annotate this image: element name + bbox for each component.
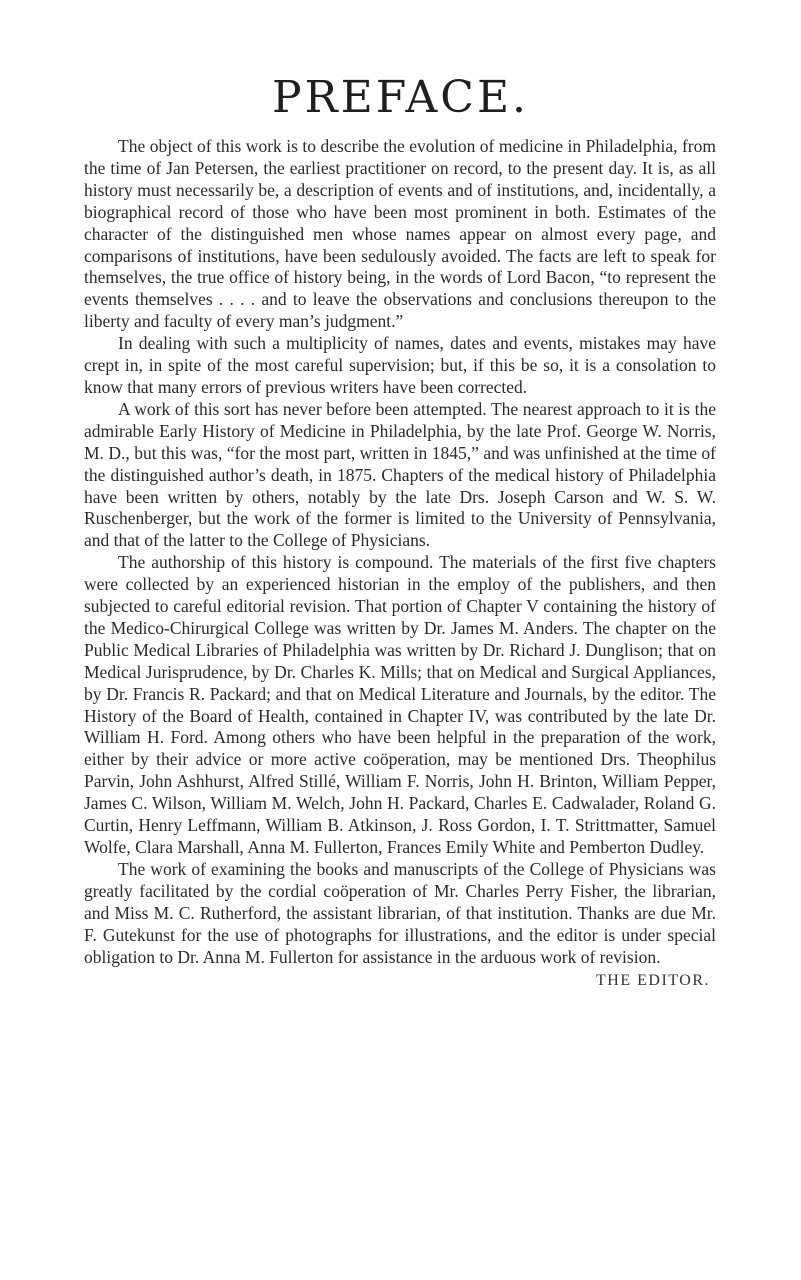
page-title: PREFACE. (271, 72, 530, 123)
paragraph-4: The authorship of this history is compound. The materials of the first five chapters were collected by an experienced historian in the employ of the publishers, and then subjected to careful editorial revision. That portion of Chapter V containing the history of the Medico-Chirurgical College was written by Dr. James M. Anders. The chapter on the Public Medical Libraries of Philadelphia was written by Dr. Richard J. Dunglison; that on Medical Jurisprudence, by Dr. Charles K. Mills; that on Medical and Surgical Appliances, by Dr. Francis R. Packard; and that on Medical Literature and Journals, by the editor. The History of the Board of Health, contained in Chapter IV, was contributed by the late Dr. William H. Ford. Among others who have been helpful in the preparation of the work, either by their advice or more active coöperation, may be mentioned Drs. Theophilus Parvin, John Ashhurst, Alfred Stillé, William F. Norris, John H. Brinton, William Pepper, James C. Wilson, William M. Welch, John H. Packard, Charles E. Cadwalader, Roland G. Curtin, Henry Leffmann, William B. Atkinson, J. Ross Gordon, I. T. Strittmatter, Samuel Wolfe, Clara Marshall, Anna M. Fullerton, Frances Emily White and Pemberton Dudley. (84, 552, 716, 857)
paragraph-2: In dealing with such a multiplicity of names, dates and events, mistakes may have crept in, in spite of the most careful supervision; but, if this be so, it is a consolation to know that many errors of previous writers have been corrected. (84, 333, 716, 397)
paragraph-3: A work of this sort has never before been attempted. The nearest approach to it is the admirable Early History of Medicine in Philadelphia, by the late Prof. George W. Norris, M. D., but this was, “for the most part, written in 1845,” and was unfinished at the time of the distinguished author’s death, in 1875. Chapters of the medical history of Philadelphia have been written by others, notably by the late Drs. Joseph Carson and W. S. W. Ruschenberger, but the work of the former is limited to the University of Pennsylvania, and that of the latter to the College of Physicians. (84, 398, 716, 551)
signature: THE EDITOR. (596, 972, 710, 990)
paragraph-1: The object of this work is to describe the evolution of medicine in Philadelphia, from the time of Jan Petersen, the earliest practitioner on record, to the present day. It is, as all history must necessarily be, a description of events and of institutions, and, incidentally, a biographical record of those who have been most prominent in both. Estimates of the character of the distinguished men whose names appear on almost every page, and comparisons of institutions, have been sedulously avoided. The facts are left to speak for themselves, the true office of history being, in the words of Lord Bacon, “to represent the events themselves . . . . and to leave the observations and conclusions thereupon to the liberty and faculty of every man’s judgment.” (84, 136, 716, 332)
paragraph-5: The work of examining the books and manuscripts of the College of Physicians was greatly facilitated by the cordial coöperation of Mr. Charles Perry Fisher, the librarian, and Miss M. C. Rutherford, the assistant librarian, of that institution. Thanks are due Mr. F. Gutekunst for the use of photographs for illustrations, and the editor is under special obligation to Dr. Anna M. Fullerton for assistance in the arduous work of revision. (84, 858, 716, 967)
body-text (84, 136, 716, 992)
